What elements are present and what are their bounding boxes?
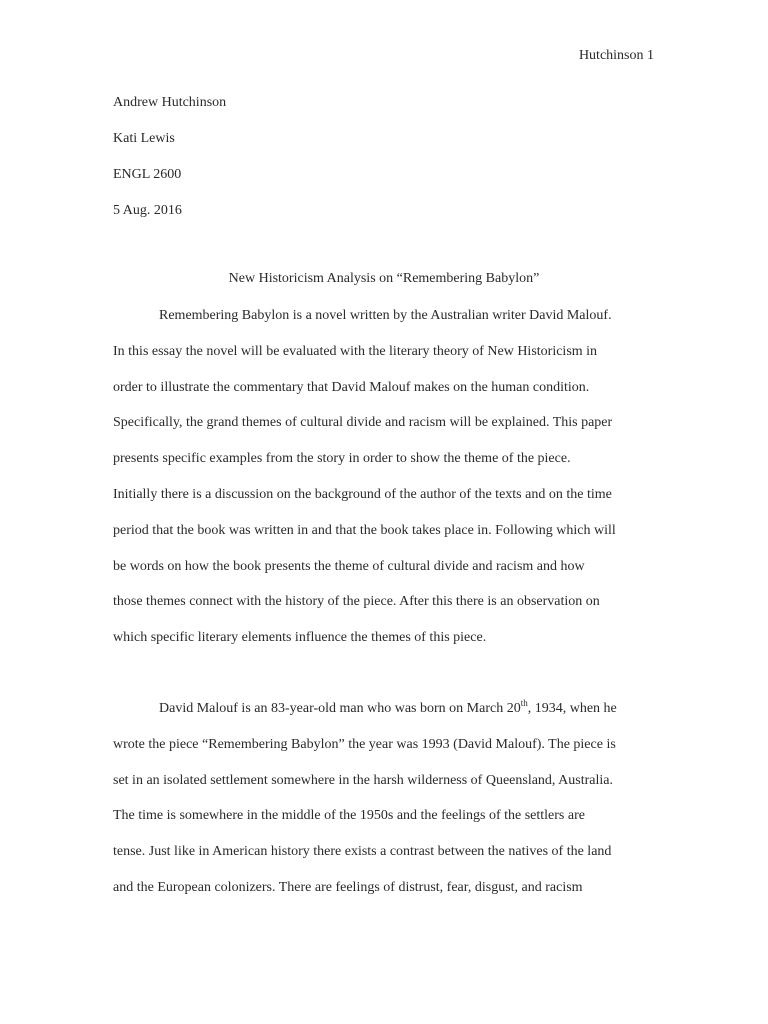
paragraph-line: tense. Just like in American history there exists a contrast between the natives of the land — [113, 844, 612, 860]
ordinal-superscript: th — [520, 698, 528, 708]
paragraph-line: Specifically, the grand themes of cultural divide and racism will be explained. This paper — [113, 415, 613, 431]
heading-block — [113, 94, 226, 238]
paragraph-line: and the European colonizers. There are feelings of distrust, fear, disgust, and racism — [113, 879, 583, 895]
paragraph-1 — [113, 307, 673, 665]
paragraph-line: be words on how the book presents the theme of cultural divide and racism and how — [113, 558, 585, 574]
course-code: ENGL 2600 — [113, 167, 182, 182]
line-text-before: David Malouf is an 83-year-old man who was born on March 20 — [159, 701, 521, 716]
paragraph-line: Initially there is a discussion on the background of the author of the texts and on the time — [113, 486, 612, 502]
paragraph-line-first — [113, 700, 673, 736]
paragraph-line: Remembering Babylon is a novel written by the Australian writer David Malouf. — [159, 308, 612, 323]
paragraph-line: wrote the piece “Remembering Babylon” the year was 1993 (David Malouf). The piece is — [113, 736, 616, 752]
paragraph-line: In this essay the novel will be evaluated with the literary theory of New Historicism in — [113, 343, 598, 359]
running-head: Hutchinson 1 — [578, 48, 654, 63]
paragraph-line: those themes connect with the history of the piece. After this there is an observation on — [113, 594, 600, 610]
paragraph-line: presents specific examples from the story in order to show the theme of the piece. — [113, 451, 571, 467]
paragraph-2 — [113, 700, 673, 915]
paragraph-line: period that the book was written in and that the book takes place in. Following which will — [113, 522, 616, 538]
author-name: Andrew Hutchinson — [113, 95, 227, 110]
paragraph-line: which specific literary elements influence the themes of this piece. — [113, 630, 487, 646]
paragraph-line: order to illustrate the commentary that David Malouf makes on the human condition. — [113, 379, 590, 395]
essay-title: New Historicism Analysis on “Remembering Babylon” — [228, 271, 540, 286]
paragraph-line: set in an isolated settlement somewhere in the harsh wilderness of Queensland, Australia. — [113, 772, 613, 788]
instructor-name: Kati Lewis — [113, 131, 175, 146]
paragraph-line: The time is somewhere in the middle of the 1950s and the feelings of the settlers are — [113, 808, 585, 824]
essay-date: 5 Aug. 2016 — [113, 203, 182, 218]
line-text-after: , 1934, when he — [527, 701, 617, 716]
